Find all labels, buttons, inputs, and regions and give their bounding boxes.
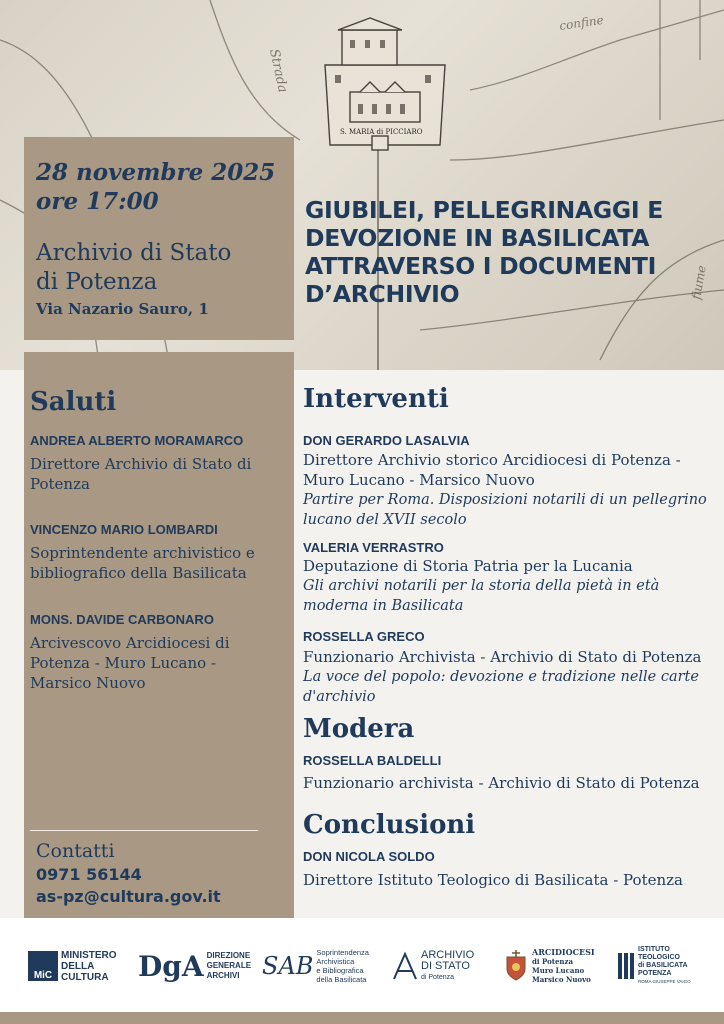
event-datetime — [36, 158, 275, 216]
logo-line: di Potenza — [421, 973, 455, 981]
mic-logo — [28, 945, 117, 987]
saluti-name: ANDREA ALBERTO MORAMARCO — [30, 433, 244, 448]
moderator-role: Funzionario archivista - Archivio di Stato di Potenza — [303, 774, 700, 792]
event-date: 28 novembre 2025 — [36, 159, 276, 186]
speaker-role — [303, 647, 702, 667]
logo-line: CULTURA — [61, 971, 109, 983]
venue-line-2: di Potenza — [36, 269, 158, 295]
speaker-role — [303, 450, 681, 490]
svg-text:fiume: fiume — [689, 264, 709, 301]
speaker-role — [303, 556, 633, 576]
mic-mark: MiC — [28, 951, 58, 981]
event-time: ore 17:00 — [36, 188, 159, 215]
talk-line: moderna in Basilicata — [303, 598, 464, 614]
conclusion-speaker-role: Direttore Istituto Teologico di Basilicata - Potenza — [303, 871, 683, 889]
talk-line: d'archivio — [303, 689, 376, 705]
saluti-role — [30, 454, 251, 494]
role-line: Direttore Archivio storico Arcidiocesi di Potenza - — [303, 451, 681, 469]
talk-line: Partire per Roma. Disposizioni notarili di un pellegrino — [303, 492, 707, 508]
logo-line: ARCIDIOCESI — [532, 947, 595, 957]
event-title: GIUBILEI, PELLEGRINAGGI E DEVOZIONE IN BASILICATA ATTRAVERSO I DOCUMENTI D’ARCHIVIO — [305, 196, 663, 308]
modera-heading: Modera — [303, 714, 415, 744]
role-line: Soprintendente archivistico e — [30, 544, 255, 562]
conclusioni-heading: Conclusioni — [303, 810, 476, 840]
talk-title — [303, 490, 707, 530]
contacts-divider — [30, 830, 258, 831]
dga-mark: DgA — [138, 949, 204, 983]
speaker-name: DON GERARDO LASALVIA — [303, 433, 470, 448]
role-line: Funzionario Archivista - Archivio di Stato di Potenza — [303, 648, 702, 666]
role-line: Deputazione di Storia Patria per la Lucania — [303, 557, 633, 575]
speaker-name: ROSSELLA GRECO — [303, 629, 425, 644]
role-line: Marsico Nuovo — [30, 674, 146, 692]
svg-text:Strada: Strada — [266, 47, 290, 95]
logo-line: ARCHIVI — [206, 971, 240, 980]
talk-title — [303, 576, 659, 616]
coat-of-arms-icon — [503, 949, 529, 983]
book-stack-icon — [617, 951, 635, 981]
logo-line: POTENZA — [638, 970, 672, 977]
interventi-heading: Interventi — [303, 384, 449, 414]
logo-line: GENERALE — [206, 961, 252, 970]
role-line: Potenza - Muro Lucano - — [30, 654, 217, 672]
logo-line: Muro Lucano — [532, 966, 585, 975]
arcidiocesi-text — [532, 948, 595, 984]
saluti-role — [30, 543, 255, 583]
logo-line: Archivistica — [316, 957, 355, 966]
logo-line: ROMA GIUSEPPE VAIGO — [638, 979, 691, 984]
mic-text — [61, 950, 117, 983]
map-label: S. MARIA di PICCIARO — [340, 128, 423, 136]
conclusion-speaker-name: DON NICOLA SOLDO — [303, 849, 435, 864]
moderator-name: ROSSELLA BALDELLI — [303, 753, 442, 768]
archive-triangle-icon — [392, 951, 418, 981]
talk-line: Gli archivi notarili per la storia della pietà in età — [303, 578, 660, 594]
speaker-name: VALERIA VERRASTRO — [303, 540, 444, 555]
logo-line: di Potenza — [532, 957, 574, 966]
saluti-heading: Saluti — [30, 387, 117, 417]
logo-line: e Bibliografica — [316, 966, 364, 975]
saluti-name: VINCENZO MARIO LOMBARDI — [30, 522, 218, 537]
role-line: Direttore Archivio di Stato di — [30, 455, 252, 473]
venue-line-1: Archivio di Stato — [36, 240, 232, 266]
talk-line: lucano del XVII secolo — [303, 512, 467, 528]
saluti-role — [30, 633, 230, 693]
event-address: Via Nazario Sauro, 1 — [36, 300, 209, 318]
istituto-text — [638, 946, 691, 986]
sab-text — [316, 948, 369, 984]
dga-logo — [138, 945, 251, 987]
archivio-stato-logo — [392, 945, 474, 987]
sab-logo — [262, 945, 369, 987]
logo-line: TEOLOGICO — [638, 954, 680, 961]
talk-line: La voce del popolo: devozione e tradizione nelle carte — [303, 669, 699, 685]
talk-title — [303, 667, 699, 707]
logo-line: DELLA — [61, 960, 95, 972]
logo-line: Soprintendenza — [316, 948, 369, 957]
svg-text:confine: confine — [558, 12, 605, 33]
archivio-stato-text — [421, 950, 474, 983]
logo-line: DIREZIONE — [206, 951, 251, 960]
logo-line: Marsico Nuovo — [532, 975, 591, 984]
saluti-name: MONS. DAVIDE CARBONARO — [30, 612, 214, 627]
istituto-teologico-logo — [617, 945, 691, 987]
footer-bar — [0, 1012, 724, 1024]
contact-phone[interactable]: 0971 56144 — [36, 865, 142, 884]
role-line: Potenza — [30, 475, 90, 493]
event-venue — [36, 239, 231, 297]
role-line: Muro Lucano - Marsico Nuovo — [303, 471, 535, 489]
logo-line: ISTITUTO — [638, 946, 670, 953]
role-line: Arcivescovo Arcidiocesi di — [30, 634, 230, 652]
dga-text — [207, 951, 251, 981]
arcidiocesi-logo — [503, 945, 595, 987]
logo-line: della Basilicata — [316, 975, 367, 984]
logo-line: ARCHIVIO — [421, 948, 475, 961]
logo-line: MINISTERO — [61, 949, 117, 961]
contact-email[interactable]: as-pz@cultura.gov.it — [36, 887, 221, 906]
contatti-heading: Contatti — [36, 840, 115, 862]
logo-line: di BASILICATA — [638, 962, 688, 969]
logo-line: DI STATO — [421, 959, 470, 972]
role-line: bibliografico della Basilicata — [30, 564, 247, 582]
sab-mark: SAB — [262, 952, 314, 980]
